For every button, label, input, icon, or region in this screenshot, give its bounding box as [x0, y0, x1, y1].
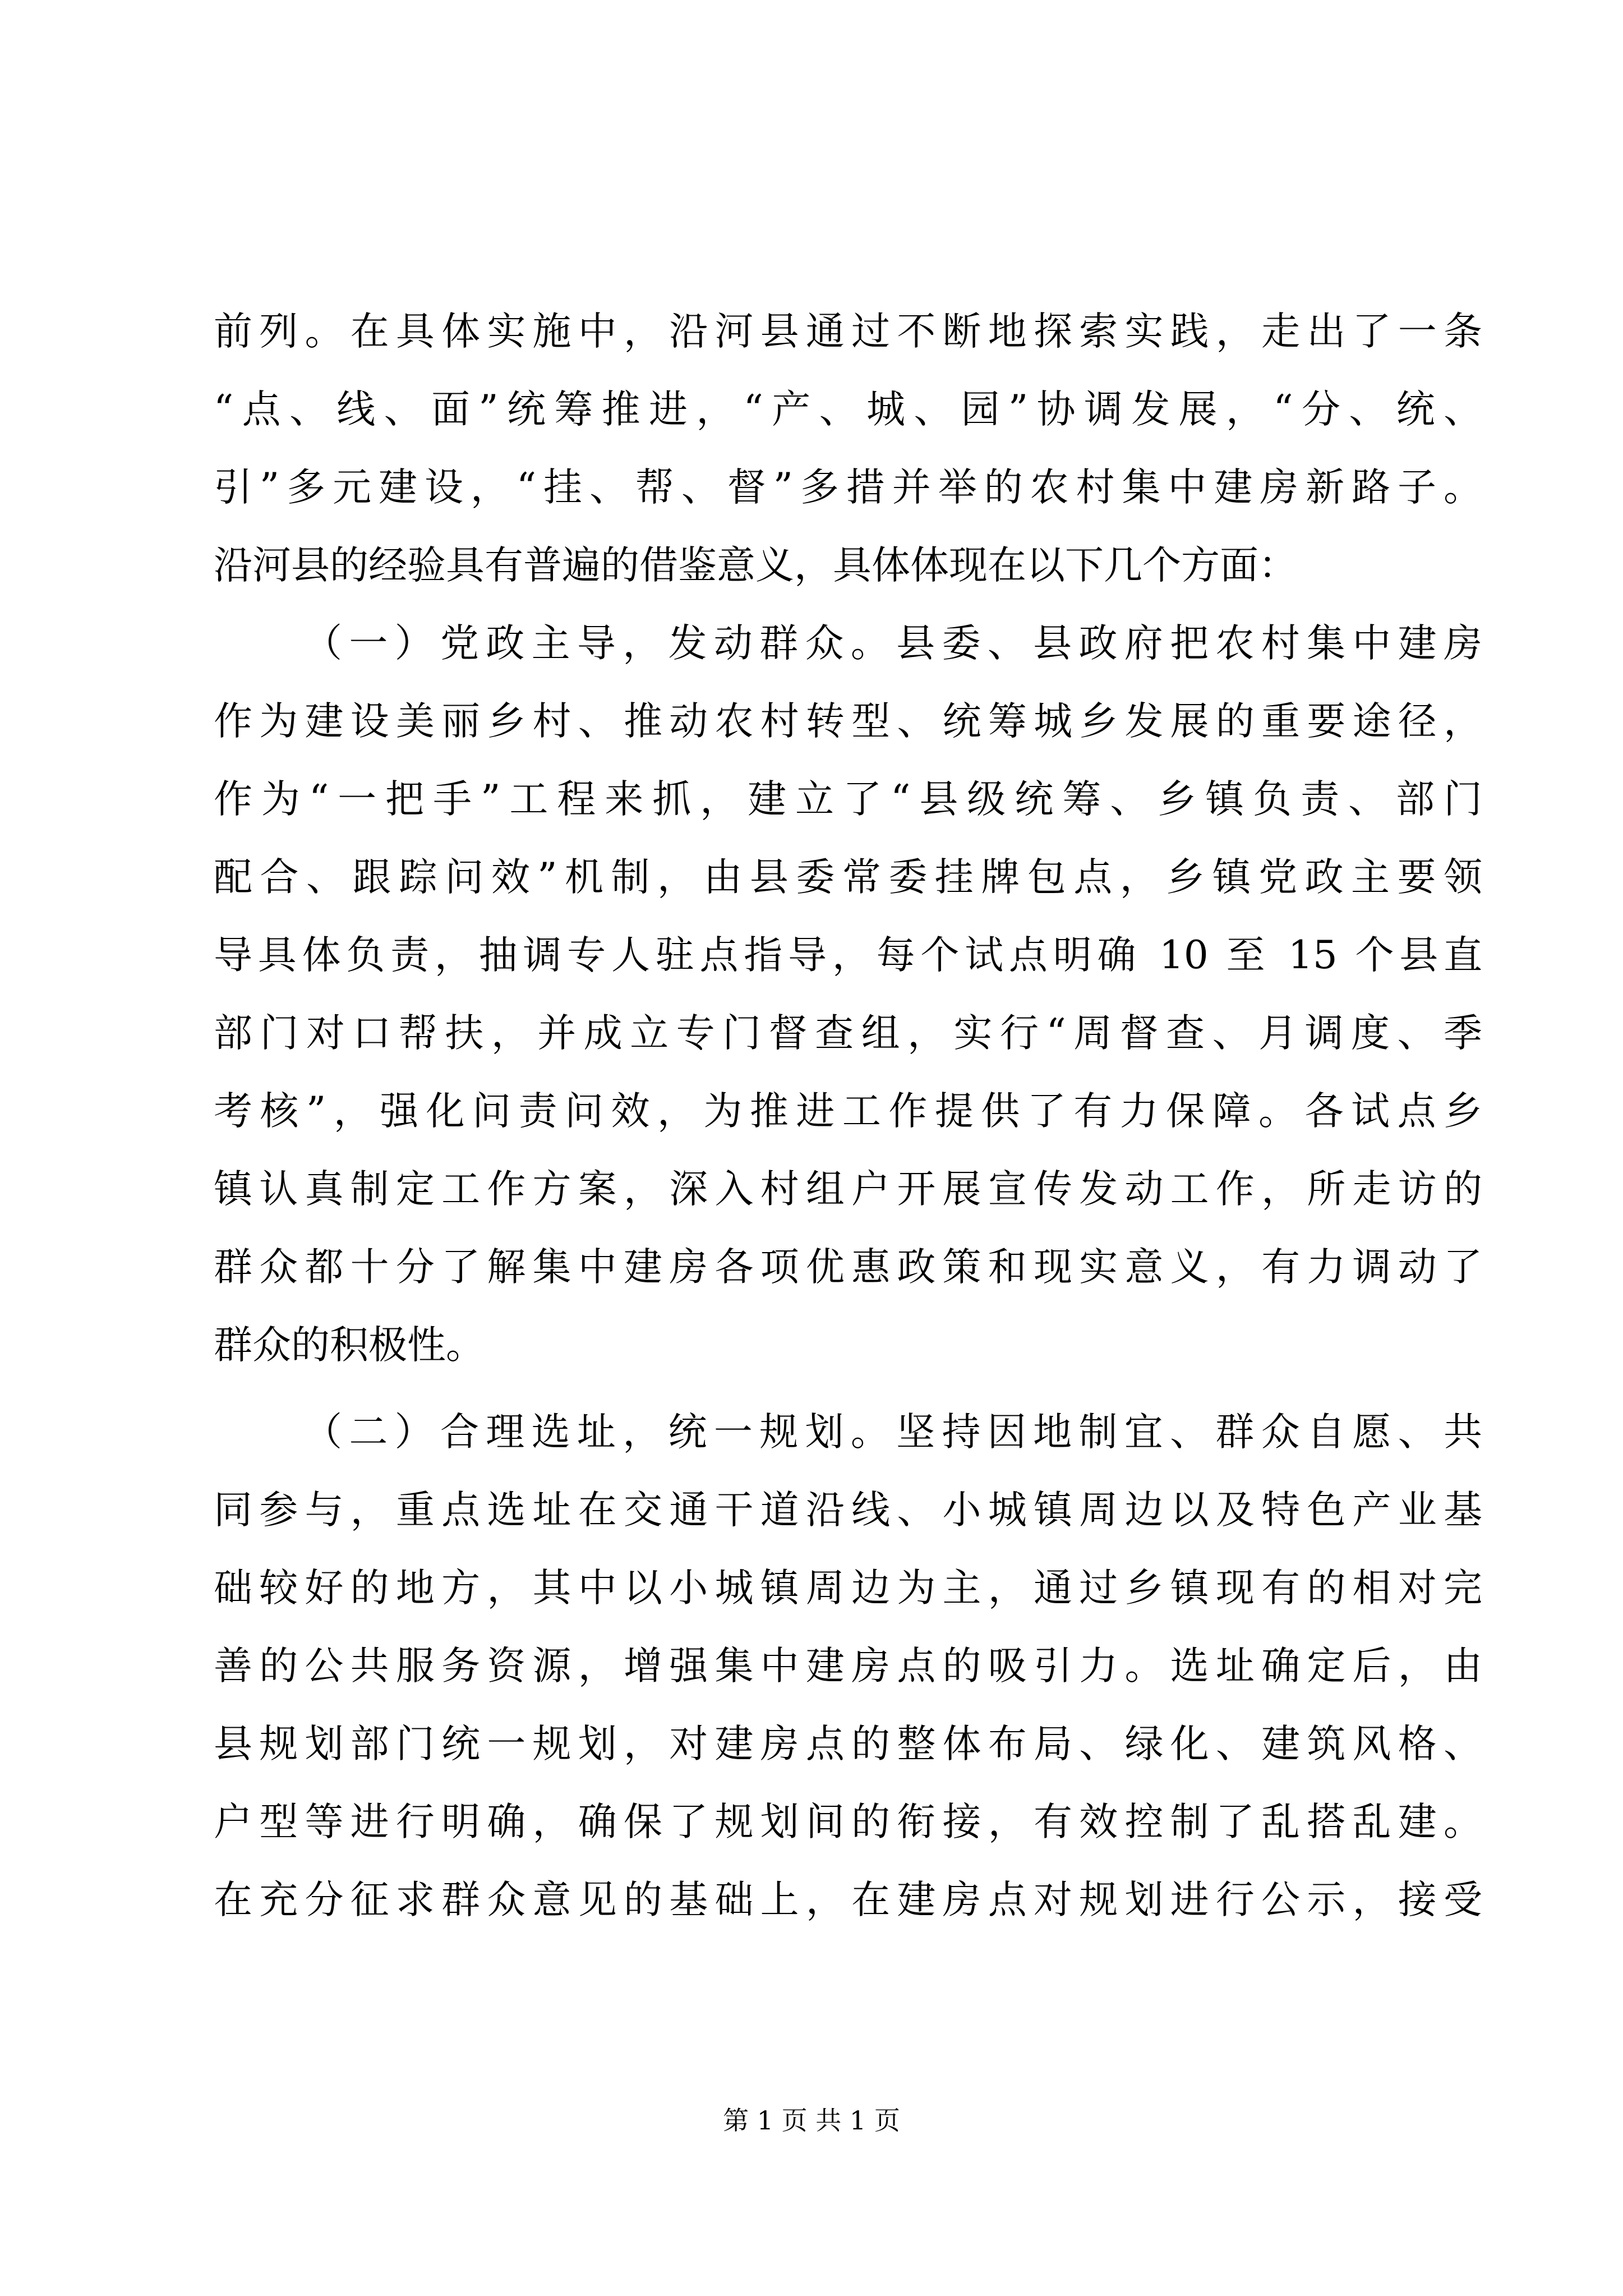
text-line: 善的公共服务资源，增强集中建房点的吸引力。选址确定后，由: [214, 1644, 1482, 1688]
text-line: 沿河县的经验具有普遍的借鉴意义，具体体现在以下几个方面：: [214, 543, 1297, 588]
text-line: 配合、跟踪问效”机制，由县委常委挂牌包点，乡镇党政主要领: [214, 855, 1482, 900]
text-line: （二）合理选址，统一规划。坚持因地制宜、群众自愿、共: [303, 1410, 1482, 1455]
text-line: 群众的积极性。: [214, 1323, 485, 1368]
text-line: 考核”，强化问责问效，为推进工作提供了有力保障。各试点乡: [214, 1089, 1482, 1134]
document-body: [214, 293, 1482, 1939]
text-line: 群众都十分了解集中建房各项优惠政策和现实意义，有力调动了: [214, 1245, 1482, 1290]
text-line: 户型等进行明确，确保了规划间的衔接，有效控制了乱搭乱建。: [214, 1800, 1482, 1844]
page-footer: 第 1 页 共 1 页: [723, 2105, 900, 2136]
text-line: 部门对口帮扶，并成立专门督查组，实行“周督查、月调度、季: [214, 1011, 1482, 1056]
text-line: 作为建设美丽乡村、推动农村转型、统筹城乡发展的重要途径，: [214, 699, 1482, 744]
paragraph-spacer: [214, 1384, 1482, 1393]
text-line: 前列。在具体实施中，沿河县通过不断地探索实践，走出了一条: [214, 309, 1482, 354]
text-line: 引”多元建设，“挂、帮、督”多措并举的农村集中建房新路子。: [214, 465, 1482, 510]
text-line: 县规划部门统一规划，对建房点的整体布局、绿化、建筑风格、: [214, 1722, 1482, 1766]
text-line: 在充分征求群众意见的基础上，在建房点对规划进行公示，接受: [214, 1878, 1482, 1922]
text-line: 作为“一把手”工程来抓，建立了“县级统筹、乡镇负责、部门: [214, 777, 1482, 822]
paragraph: [214, 1393, 1482, 1939]
text-line: 同参与，重点选址在交通干道沿线、小城镇周边以及特色产业基: [214, 1488, 1482, 1533]
text-line: 础较好的地方，其中以小城镇周边为主，通过乡镇现有的相对完: [214, 1566, 1482, 1611]
text-line: （一）党政主导，发动群众。县委、县政府把农村集中建房: [303, 621, 1482, 666]
text-line: “点、线、面”统筹推进，“产、城、园”协调发展，“分、统、: [214, 387, 1482, 432]
text-line: 导具体负责，抽调专人驻点指导，每个试点明确 10 至 15 个县直: [214, 933, 1482, 978]
paragraph: [214, 293, 1482, 605]
text-line: 镇认真制定工作方案，深入村组户开展宣传发动工作，所走访的: [214, 1167, 1482, 1212]
paragraph: [214, 605, 1482, 1384]
